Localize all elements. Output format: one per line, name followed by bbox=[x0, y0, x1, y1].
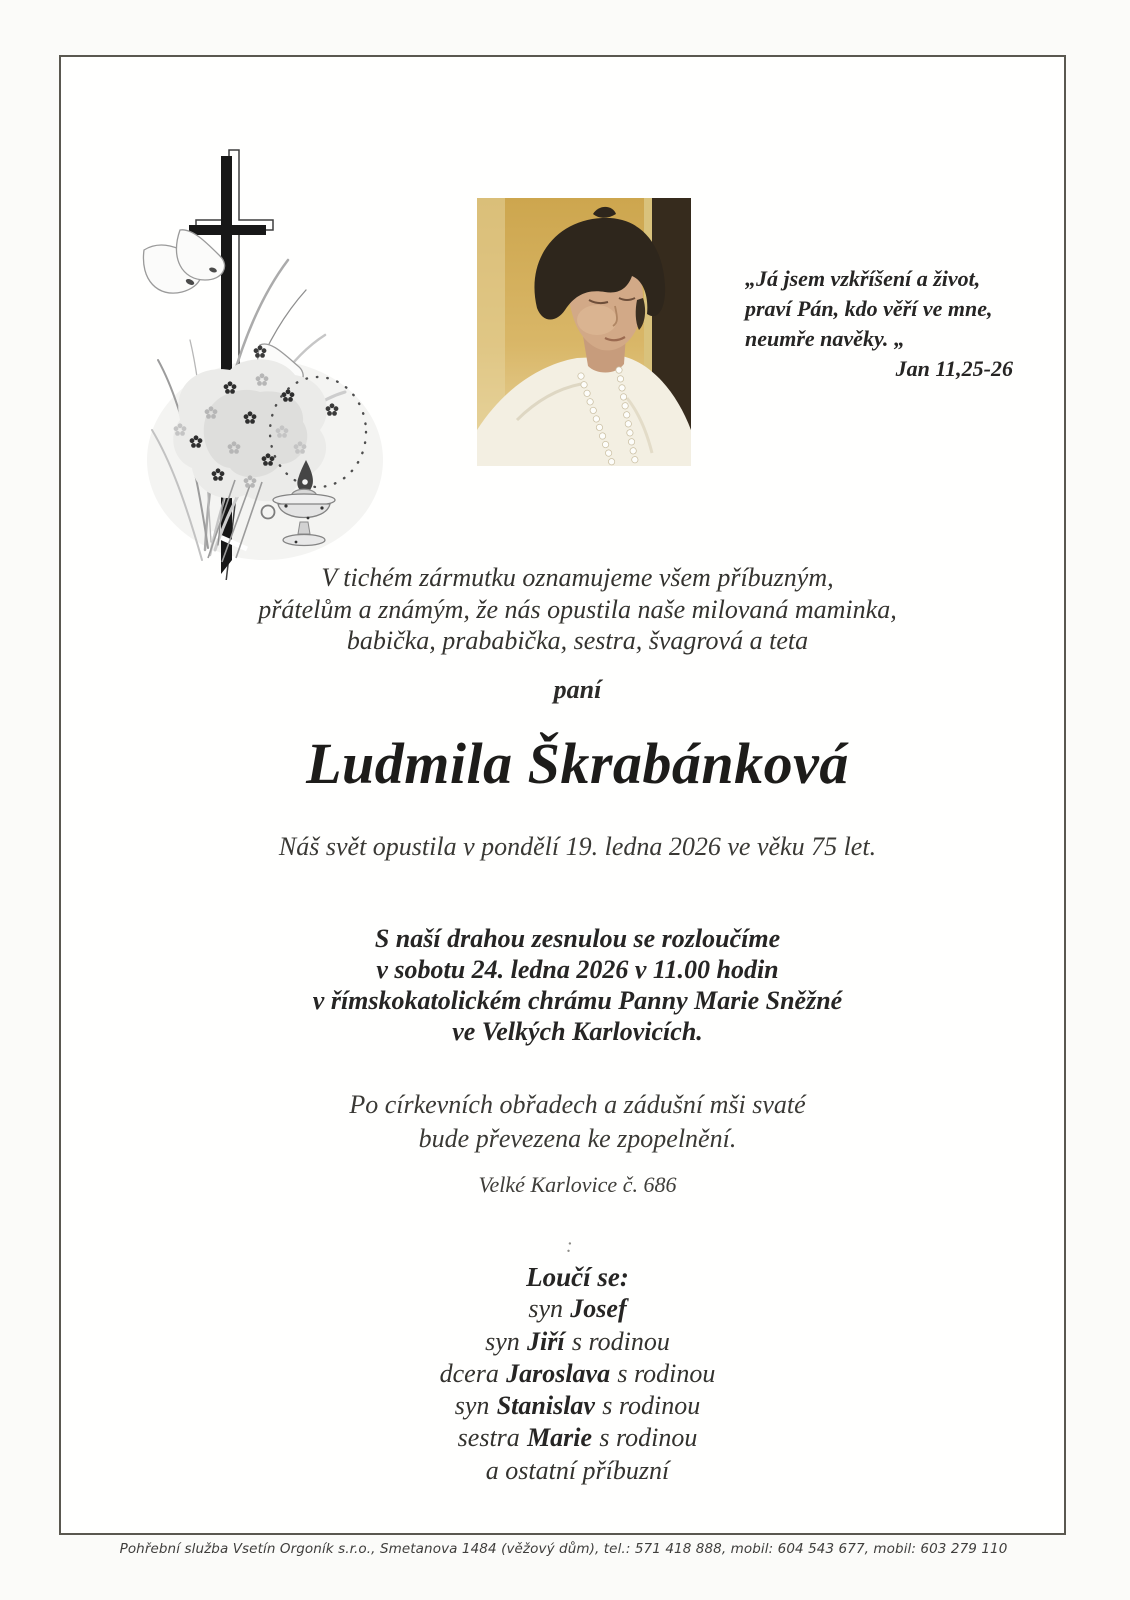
home-address: Velké Karlovice č. 686 bbox=[478, 1172, 677, 1197]
mourner-suffix: s rodinou bbox=[599, 1423, 698, 1453]
mourners-list bbox=[75, 1261, 1080, 1487]
mourner-row bbox=[75, 1390, 1080, 1422]
mourner-name: Stanislav bbox=[496, 1391, 595, 1421]
deceased-name: Ludmila Škrabánková bbox=[306, 731, 849, 796]
farewell-line: v sobotu 24. ledna 2026 v 11.00 hodin bbox=[376, 955, 779, 984]
mourner-name: Marie bbox=[527, 1423, 593, 1453]
quote-line: „Já jsem vzkříšení a život, bbox=[745, 266, 981, 291]
announcement-line: V tichém zármutku oznamujeme všem příbuzným, bbox=[321, 563, 834, 592]
cremation-line: bude převezena ke zpopelnění. bbox=[418, 1124, 737, 1153]
farewell-info bbox=[75, 923, 1080, 1047]
cremation-line: Po církevních obřadech a zádušní mši svaté bbox=[349, 1090, 806, 1119]
farewell-line: ve Velkých Karlovicích. bbox=[452, 1017, 703, 1046]
quote-reference: Jan 11,25-26 bbox=[895, 356, 1013, 381]
scan-artifact-colon: : bbox=[566, 1235, 573, 1257]
mourner-name: Jiří bbox=[527, 1326, 565, 1356]
mourners-heading: Loučí se: bbox=[526, 1262, 629, 1292]
mourner-relation: sestra bbox=[457, 1423, 520, 1453]
scripture-quote bbox=[745, 264, 1015, 384]
mourner-row bbox=[75, 1358, 1080, 1390]
mourner-relation: syn bbox=[485, 1326, 520, 1356]
mourner-relation: syn bbox=[528, 1294, 564, 1324]
mourner-relation: syn bbox=[454, 1391, 490, 1421]
farewell-line: S naší drahou zesnulou se rozloučíme bbox=[374, 924, 781, 953]
mourner-name: Josef bbox=[570, 1294, 627, 1324]
announcement-line: babička, prababička, sestra, švagrová a teta bbox=[346, 626, 809, 655]
announcement-line: přátelům a známým, že nás opustila naše milovaná maminka, bbox=[258, 594, 897, 624]
death-notice: Náš svět opustila v pondělí 19. ledna 2026 ve věku 75 let. bbox=[278, 832, 877, 861]
mourner-row bbox=[75, 1326, 1080, 1358]
mourner-suffix: s rodinou bbox=[602, 1391, 701, 1421]
cremation-info bbox=[75, 1088, 1080, 1156]
mourners-closing: a ostatní příbuzní bbox=[485, 1455, 670, 1485]
mourner-name: Jaroslava bbox=[506, 1358, 611, 1388]
announcement-text bbox=[75, 562, 1080, 657]
memorial-cross-icon bbox=[110, 130, 400, 580]
mourner-suffix: s rodinou bbox=[617, 1358, 716, 1388]
quote-line: neumře navěky. „ bbox=[745, 326, 905, 351]
farewell-line: v římskokatolickém chrámu Panny Marie Sněžné bbox=[312, 986, 843, 1015]
mourner-row bbox=[75, 1293, 1080, 1325]
mourner-row bbox=[75, 1422, 1080, 1454]
mourner-suffix: s rodinou bbox=[571, 1326, 670, 1356]
funeral-service-footer: Pohřební služba Vsetín Orgoník s.r.o., Smetanova 1484 (věžový dům), tel.: 571 418 888, mobil: 604 543 677, mobil: 603 279 110 bbox=[119, 1541, 1008, 1557]
mourner-relation: dcera bbox=[439, 1358, 499, 1388]
memorial-card bbox=[59, 55, 1066, 1535]
honorific: paní bbox=[553, 675, 602, 704]
portrait-photo bbox=[477, 198, 691, 466]
quote-line: praví Pán, kdo věří ve mne, bbox=[745, 296, 993, 321]
